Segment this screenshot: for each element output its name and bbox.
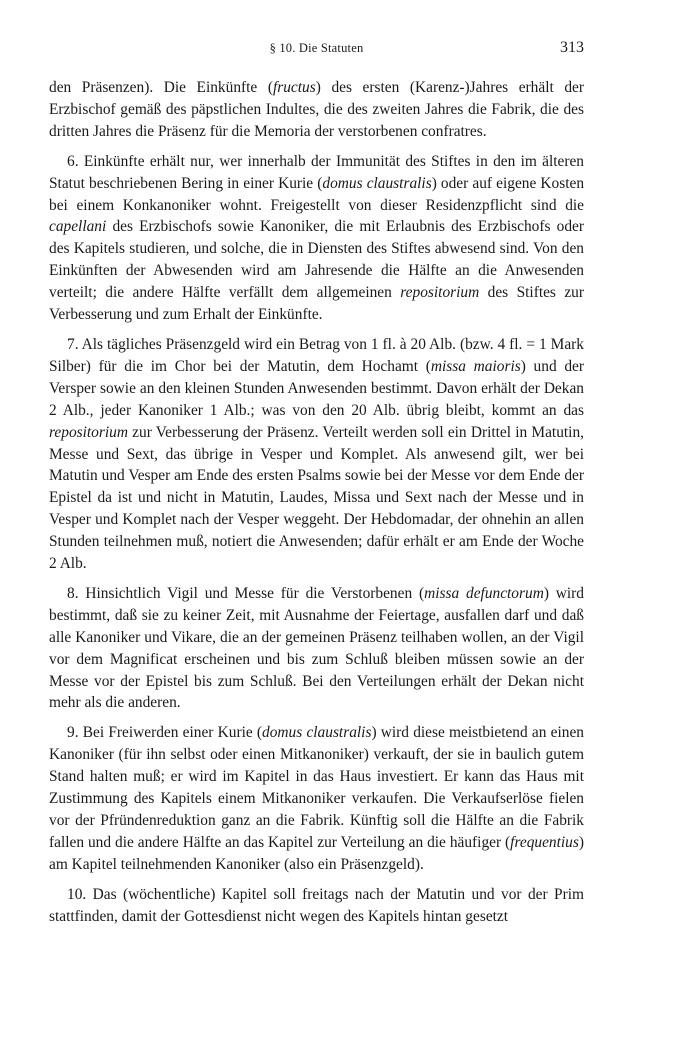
latin-term: fructus (272, 79, 316, 96)
running-head (49, 41, 584, 61)
text-run: zur Verbesserung der Präsenz. Verteilt werden soll ein Drittel in Matutin, Messe und Sext, das übrige in Vesper und Komplet. Als anwesend gilt, wer bei Matutin und Vesper am Ende des ersten Psalms sowie bei der Messe vor dem Ende der Epistel da ist und nicht in Matutin, Laudes, Missa und Sext nach der Messe und in Vesper und Komplet nach der Vesper weggeht. Der Hebdomadar, der ohnehin an allen Stunden teilnehmen muß, notiert die Anwesenden; dafür erhält er am Ende der Woche 2 Alb. (49, 423, 584, 573)
latin-term: missa defunctorum (424, 584, 544, 602)
text-run: des Stiftes zur Verbesserung und zum Erhalt der Einkünfte. (49, 284, 584, 324)
text-run: 9. Bei Freiwerden einer Kurie ( (67, 724, 263, 742)
latin-term: repositorium (400, 284, 480, 302)
text-run: des Erzbischofs sowie Kanoniker, die mit Erlaubnis des Erzbischofs oder des Kapitels studieren, und solche, die in Diensten des Stiftes abwesend sind. Von den Einkünften der Abwesenden wird am Jahresende die Hälfte an die Anwesenden verteilt; die andere Hälfte verfällt dem allgemeinen (49, 218, 584, 302)
paragraph-8 (49, 583, 584, 714)
text-run: 6. Einkünfte erhält nur, wer innerhalb der Immunität des Stiftes in den im älteren Statut beschriebenen Bering in einer Kurie ( (49, 152, 584, 192)
running-head-title: § 10. Die Statuten (269, 41, 364, 55)
text-run: ) oder auf eigene Kosten bei einem Konkanoniker wohnt. Freigestellt von dieser Residenzpflicht sind die (49, 174, 585, 214)
text-run: 7. Als tägliches Präsenzgeld wird ein Betrag von 1 fl. à 20 Alb. (bzw. 4 fl. = 1 Mark Silber) für die im Chor bei der Matutin, dem Hochamt ( (49, 335, 584, 375)
text-run: ) wird bestimmt, daß sie zu keiner Zeit, mit Ausnahme der Feiertage, ausfallen darf und daß alle Kanoniker und Vikare, die an der gemeinen Präsenz teilhaben wollen, an der Vigil vor dem Magnificat erscheinen und bis zum Schluß bleiben müssen sowie an der Messe vor der Epistel bis zum Schluß. Bei den Verteilungen erhält der Dekan nicht mehr als die anderen. (49, 584, 584, 712)
latin-term: domus claustralis (322, 174, 432, 192)
paragraph-9 (49, 722, 584, 875)
text-run: ) des ersten (Karenz-)Jahres erhält der Erzbischof gemäß des päpstlichen Indultes, die des zweiten Jahres die Fabrik, die des dritten Jahres die Präsenz für die Memoria der verstorbenen confratres. (49, 79, 584, 140)
latin-term: repositorium (49, 423, 128, 441)
latin-term: frequentius (510, 833, 579, 851)
latin-term: missa maioris (430, 357, 521, 375)
text-run: 8. Hinsichtlich Vigil und Messe für die Verstorbenen ( (67, 584, 425, 602)
paragraph-7 (49, 334, 584, 575)
latin-term: domus claustralis (262, 724, 372, 742)
text-run: den Präsenzen). Die Einkünfte ( (49, 79, 273, 96)
page-number: 313 (560, 39, 584, 56)
paragraph-continued (49, 77, 584, 143)
text-run: 10. Das (wöchentliche) Kapitel soll freitags nach der Matutin und vor der Prim stattfinden, damit der Gottesdienst nicht wegen des Kapitels hintan gesetzt (49, 885, 584, 925)
latin-term: capellani (49, 218, 107, 236)
body-text (49, 77, 584, 928)
paragraph-6 (49, 151, 584, 326)
paragraph-10 (49, 884, 584, 928)
text-run: ) am Kapitel teilnehmenden Kanoniker (also ein Präsenzgeld). (49, 833, 584, 873)
text-run: ) wird diese meistbietend an einen Kanoniker (für ihn selbst oder einen Mitkanoniker) verkauft, der sie in baulich gutem Stand halten muß; er wird im Kapitel in das Haus investiert. Er kann das Haus mit Zustimmung des Kapitels einem Mitkanoniker verkaufen. Die Verkaufserlöse fielen vor der Pfründenreduktion ganz an die Fabrik. Künftig soll die Hälfte an die Fabrik fallen und die andere Hälfte an das Kapitel zur Verteilung an die häufiger ( (49, 724, 584, 851)
text-run: ) und der Versper sowie an den kleinen Stunden Anwesenden bestimmt. Davon erhält der Dekan 2 Alb., jeder Kanoniker 1 Alb.; was von den 20 Alb. übrig bleibt, kommt an das (49, 357, 585, 419)
